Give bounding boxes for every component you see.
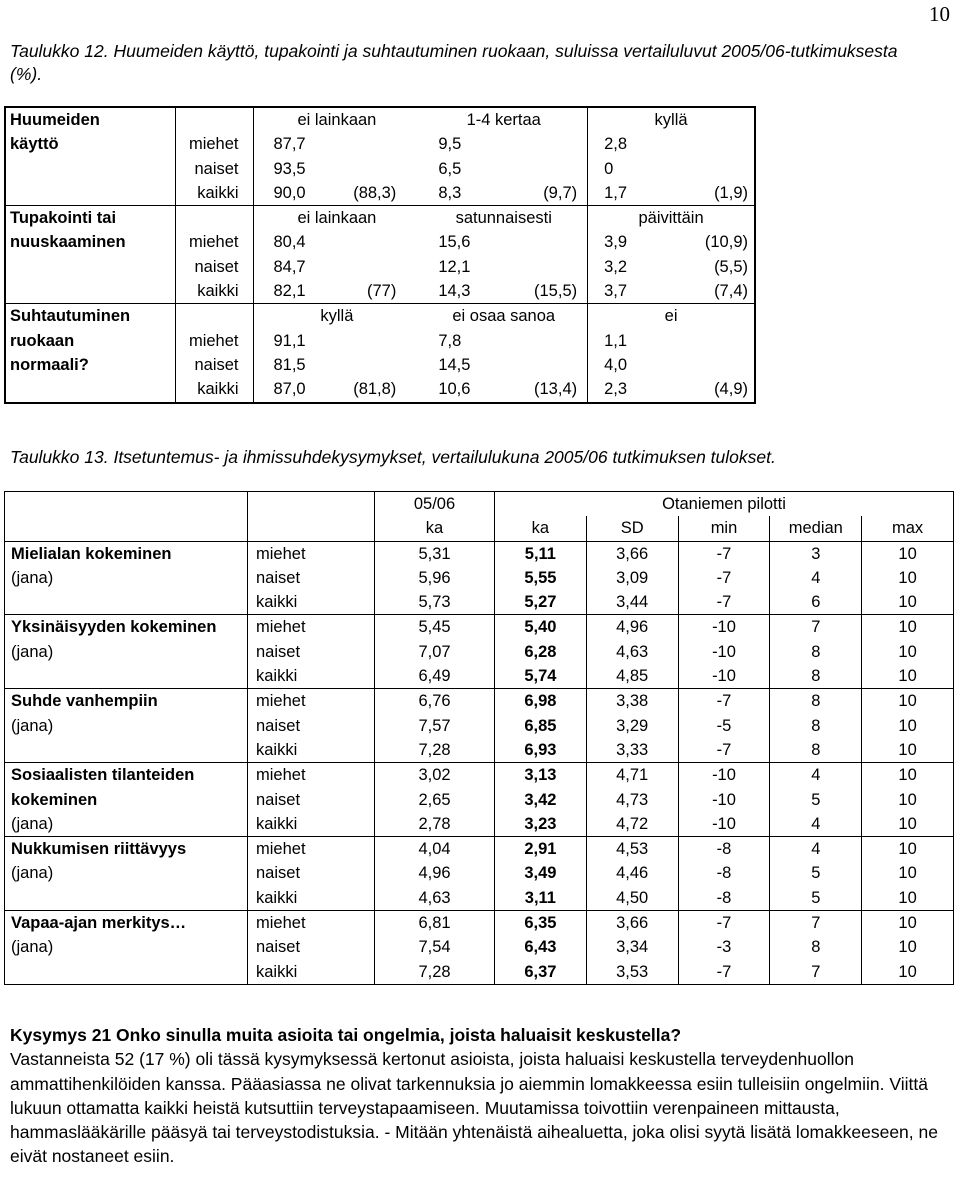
- footer-text: [10, 1023, 955, 1169]
- value-cell: 87,7: [273, 135, 306, 154]
- value-cell: -7: [678, 960, 770, 985]
- value-cell: 84,7: [273, 257, 306, 276]
- value-cell: -7: [678, 689, 770, 714]
- reference-value-cell: (10,9): [704, 233, 748, 252]
- value-cell: 91,1: [273, 331, 306, 350]
- table-12-caption: Taulukko 12. Huumeiden käyttö, tupakointi ja suhtautuminen ruokaan, suluissa vertailuluvut 2005/06-tutkimuksesta (%).: [10, 41, 898, 84]
- value-cell: 10: [862, 788, 954, 812]
- group-cell: naiset: [175, 157, 253, 181]
- value-cell: 5: [770, 886, 862, 911]
- value-cell: 3,34: [586, 935, 678, 959]
- value-cell: 5,40: [495, 615, 587, 640]
- value-cell: -8: [678, 886, 770, 911]
- value-cell: 82,1: [273, 282, 306, 301]
- reference-value-cell: (7,4): [714, 282, 748, 301]
- value-cell: 10: [862, 960, 954, 985]
- group-cell: naiset: [248, 935, 375, 959]
- reference-value-cell: [671, 157, 755, 181]
- value-cell: 6,49: [375, 664, 495, 689]
- value-cell: 4,0: [604, 355, 628, 374]
- group-cell: naiset: [175, 255, 253, 279]
- question-21-heading: Kysymys 21 Onko sinulla muita asioita tai ongelmia, joista haluaisit keskustella?: [10, 1025, 682, 1045]
- value-cell: 6,76: [375, 689, 495, 714]
- group-cell: miehet: [175, 230, 253, 254]
- value-cell: 7,07: [375, 640, 495, 664]
- table-row: [5, 541, 954, 566]
- group-cell: naiset: [248, 861, 375, 885]
- value-cell: 4,73: [586, 788, 678, 812]
- section-header-row: [5, 304, 755, 329]
- value-cell: 3,49: [495, 861, 587, 885]
- value-cell: 4,53: [586, 837, 678, 862]
- section-title: Sosiaalisten tilanteiden kokeminen: [11, 766, 195, 809]
- value-cell: 4,46: [586, 861, 678, 885]
- section-label-line: Huumeiden: [10, 111, 100, 129]
- value-cell: 10: [862, 861, 954, 885]
- value-cell: 1,7: [604, 183, 628, 202]
- value-cell: 5: [770, 788, 862, 812]
- column-header: päivittäin: [588, 206, 755, 231]
- value-cell: -3: [678, 935, 770, 959]
- table-13: [4, 491, 954, 985]
- column-header: min: [678, 516, 770, 541]
- value-cell: 2,91: [495, 837, 587, 862]
- value-cell: 2,8: [604, 135, 628, 154]
- value-cell: -10: [678, 788, 770, 812]
- section-label-line: käyttö: [10, 135, 59, 154]
- column-header: satunnaisesti: [420, 206, 587, 231]
- section-subtitle: (jana): [11, 642, 54, 661]
- table-row: [5, 837, 954, 862]
- section-title: Nukkumisen riittävyys: [11, 840, 187, 859]
- reference-value-cell: [337, 255, 421, 279]
- column-header: ei osaa sanoa: [420, 304, 587, 329]
- column-header: ei lainkaan: [297, 111, 377, 129]
- value-cell: 10: [862, 714, 954, 738]
- value-cell: 3,02: [375, 763, 495, 788]
- value-cell: 7,54: [375, 935, 495, 959]
- value-cell: 3: [770, 541, 862, 566]
- value-cell: 3,38: [586, 689, 678, 714]
- table-row: [5, 911, 954, 936]
- reference-value-cell: (15,5): [504, 279, 588, 304]
- group-cell: kaikki: [175, 279, 253, 304]
- table-13-caption: Taulukko 13. Itsetuntemus- ja ihmissuhdekysymykset, vertailulukuna 2005/06 tutkimuksen tulokset.: [10, 447, 776, 467]
- section-subtitle: (jana): [11, 568, 54, 587]
- reference-value-cell: [504, 132, 588, 156]
- value-cell: 8: [770, 714, 862, 738]
- value-cell: 4,50: [586, 886, 678, 911]
- section-label: [5, 541, 248, 615]
- value-cell: 10,6: [438, 380, 471, 399]
- value-cell: 10: [862, 590, 954, 615]
- reference-value-cell: [504, 255, 588, 279]
- value-cell: 3,9: [604, 233, 628, 252]
- value-cell: 7,28: [375, 738, 495, 763]
- value-cell: 4: [770, 812, 862, 837]
- value-cell: 8: [770, 689, 862, 714]
- group-cell: miehet: [248, 837, 375, 862]
- column-header: max: [862, 516, 954, 541]
- value-cell: 10: [862, 738, 954, 763]
- header-row: [5, 492, 954, 517]
- reference-value-cell: (1,9): [714, 183, 748, 202]
- reference-value-cell: [337, 353, 421, 377]
- value-cell: 5,73: [375, 590, 495, 615]
- value-cell: 3,44: [586, 590, 678, 615]
- value-cell: 87,0: [273, 380, 306, 399]
- group-cell: [175, 304, 253, 329]
- column-header: median: [770, 516, 862, 541]
- reference-value-cell: [337, 132, 421, 156]
- value-cell: 10: [862, 615, 954, 640]
- section-label: [5, 689, 248, 763]
- value-cell: 3,33: [586, 738, 678, 763]
- value-cell: 7,28: [375, 960, 495, 985]
- value-cell: 5: [770, 861, 862, 885]
- group-cell: kaikki: [175, 377, 253, 402]
- value-cell: 9,5: [438, 135, 462, 154]
- value-cell: 3,53: [586, 960, 678, 985]
- reference-value-cell: [504, 157, 588, 181]
- group-cell: miehet: [175, 329, 253, 353]
- value-cell: 4,85: [586, 664, 678, 689]
- value-cell: 4,96: [375, 861, 495, 885]
- value-cell: 3,7: [604, 282, 628, 301]
- value-cell: 10: [862, 935, 954, 959]
- value-cell: 14,5: [438, 355, 471, 374]
- reference-value-cell: [671, 353, 755, 377]
- page-number: 10: [929, 2, 950, 26]
- value-cell: 7: [770, 960, 862, 985]
- reference-value-cell: [504, 353, 588, 377]
- value-cell: 3,23: [495, 812, 587, 837]
- value-cell: 4,04: [375, 837, 495, 862]
- value-cell: 8: [770, 640, 862, 664]
- value-cell: 90,0: [273, 183, 306, 202]
- group-cell: kaikki: [248, 960, 375, 985]
- value-cell: 4: [770, 763, 862, 788]
- value-cell: -7: [678, 590, 770, 615]
- section-label: [5, 763, 248, 837]
- group-cell: kaikki: [175, 181, 253, 206]
- section-subtitle: (jana): [11, 938, 54, 957]
- value-cell: -7: [678, 541, 770, 566]
- value-cell: -10: [678, 640, 770, 664]
- value-cell: 10: [862, 837, 954, 862]
- value-cell: 6,28: [495, 640, 587, 664]
- column-header: kyllä: [253, 304, 420, 329]
- empty-header-cell: [248, 492, 375, 517]
- table-row: [5, 615, 954, 640]
- value-cell: -7: [678, 566, 770, 590]
- value-cell: -10: [678, 812, 770, 837]
- value-cell: 4,72: [586, 812, 678, 837]
- column-header: ei lainkaan: [253, 206, 420, 231]
- section-title: Suhde vanhempiin: [11, 692, 158, 711]
- value-cell: 10: [862, 812, 954, 837]
- reference-value-cell: [337, 329, 421, 353]
- value-cell: 8,3: [438, 183, 462, 202]
- group-cell: miehet: [248, 541, 375, 566]
- column-header: kyllä: [654, 111, 688, 129]
- column-header: 1-4 kertaa: [420, 107, 587, 132]
- reference-value-cell: (81,8): [353, 380, 397, 399]
- value-cell: 10: [862, 689, 954, 714]
- value-cell: 6,37: [495, 960, 587, 985]
- empty-header-cell: [248, 516, 375, 541]
- value-cell: 8: [770, 738, 862, 763]
- table-row: [5, 763, 954, 788]
- column-header: ka: [495, 516, 587, 541]
- value-cell: 2,3: [604, 380, 628, 399]
- column-group-header: Otaniemen pilotti: [495, 492, 954, 517]
- group-cell: kaikki: [248, 738, 375, 763]
- value-cell: 7: [770, 615, 862, 640]
- value-cell: 8: [770, 935, 862, 959]
- group-cell: kaikki: [248, 664, 375, 689]
- reference-value-cell: (5,5): [714, 257, 748, 276]
- value-cell: 3,66: [586, 911, 678, 936]
- reference-value-cell: (13,4): [504, 377, 588, 402]
- section-label: [5, 206, 175, 304]
- group-cell: miehet: [175, 132, 253, 156]
- section-subtitle: (jana): [11, 716, 54, 735]
- reference-value-cell: [504, 230, 588, 254]
- value-cell: 15,6: [438, 233, 471, 252]
- value-cell: 10: [862, 541, 954, 566]
- value-cell: 3,13: [495, 763, 587, 788]
- value-cell: 3,2: [604, 257, 628, 276]
- reference-value-cell: (77): [366, 282, 397, 301]
- section-header-row: [5, 206, 755, 231]
- reference-value-cell: (9,7): [504, 181, 588, 206]
- section-title: Vapaa-ajan merkitys…: [11, 914, 187, 933]
- value-cell: 5,55: [495, 566, 587, 590]
- value-cell: 5,27: [495, 590, 587, 615]
- group-cell: kaikki: [248, 886, 375, 911]
- reference-value-cell: [337, 230, 421, 254]
- reference-value-cell: (88,3): [353, 183, 397, 202]
- value-cell: 12,1: [438, 257, 471, 276]
- section-title: Yksinäisyyden kokeminen: [11, 618, 217, 637]
- section-label: [5, 911, 248, 985]
- section-header-row: [5, 107, 755, 132]
- section-title: Mielialan kokeminen: [11, 544, 172, 563]
- table-row: [5, 689, 954, 714]
- value-cell: 3,29: [586, 714, 678, 738]
- value-cell: 6,81: [375, 911, 495, 936]
- value-cell: 4,63: [375, 886, 495, 911]
- column-header: SD: [586, 516, 678, 541]
- column-group-header: 05/06: [375, 492, 495, 517]
- value-cell: 5,45: [375, 615, 495, 640]
- value-cell: 4,96: [586, 615, 678, 640]
- value-cell: -10: [678, 615, 770, 640]
- reference-value-cell: [671, 132, 755, 156]
- value-cell: 7: [770, 911, 862, 936]
- value-cell: 6,93: [495, 738, 587, 763]
- empty-header-cell: [5, 516, 248, 541]
- reference-value-cell: [337, 157, 421, 181]
- value-cell: 4: [770, 566, 862, 590]
- value-cell: 7,57: [375, 714, 495, 738]
- group-cell: [175, 107, 253, 132]
- value-cell: 10: [862, 763, 954, 788]
- value-cell: 10: [862, 911, 954, 936]
- value-cell: 14,3: [438, 282, 471, 301]
- group-cell: naiset: [248, 788, 375, 812]
- value-cell: 6: [770, 590, 862, 615]
- value-cell: 1,1: [604, 331, 628, 350]
- section-subtitle: (jana): [11, 864, 54, 883]
- question-21-answer: Vastanneista 52 (17 %) oli tässä kysymyksessä kertonut asioista, joista haluaisi keskustella terveydenhuollon ammattihenkilöiden kanssa. Pääasiassa ne olivat tarkennuksia jo aiemmin lomakkeessa esiin tulleisiin ongelmiin. Viittä lukuun ottamatta kaikki heistä kutsuttiin terveystapaamiseen. Muutamissa toivottiin verenpaineen mittausta, hammaslääkärille pääsyä tai terveystodistuksia. - Mitään yhtenäistä aihealuetta, joka olisi syytä lisätä lomakkeeseen, ne eivät nostaneet esiin.: [10, 1049, 938, 1167]
- group-cell: naiset: [248, 566, 375, 590]
- value-cell: 10: [862, 640, 954, 664]
- group-cell: miehet: [248, 615, 375, 640]
- reference-value-cell: [504, 329, 588, 353]
- value-cell: 2,65: [375, 788, 495, 812]
- value-cell: 4,63: [586, 640, 678, 664]
- value-cell: 6,98: [495, 689, 587, 714]
- section-label-line: Suhtautuminen: [10, 307, 131, 326]
- value-cell: 10: [862, 566, 954, 590]
- column-header: ka: [375, 516, 495, 541]
- value-cell: 6,43: [495, 935, 587, 959]
- value-cell: -10: [678, 763, 770, 788]
- value-cell: 5,96: [375, 566, 495, 590]
- group-cell: miehet: [248, 763, 375, 788]
- section-label: [5, 304, 175, 403]
- group-cell: miehet: [248, 689, 375, 714]
- group-cell: naiset: [248, 714, 375, 738]
- value-cell: -8: [678, 837, 770, 862]
- section-subtitle: (jana): [11, 814, 54, 833]
- reference-value-cell: (4,9): [714, 380, 748, 399]
- value-cell: 6,35: [495, 911, 587, 936]
- table-12: [4, 106, 756, 404]
- group-cell: kaikki: [248, 590, 375, 615]
- reference-value-cell: [671, 329, 755, 353]
- value-cell: 7,8: [438, 331, 462, 350]
- group-cell: miehet: [248, 911, 375, 936]
- empty-header-cell: [5, 492, 248, 517]
- section-label-line: nuuskaaminen: [10, 233, 126, 252]
- section-label-line: ruokaan: [10, 331, 75, 350]
- column-header: ei: [588, 304, 755, 329]
- value-cell: 10: [862, 886, 954, 911]
- value-cell: -10: [678, 664, 770, 689]
- value-cell: 3,11: [495, 886, 587, 911]
- section-label-line: Tupakointi tai: [10, 209, 117, 228]
- section-label: [5, 837, 248, 911]
- value-cell: 2,78: [375, 812, 495, 837]
- group-cell: kaikki: [248, 812, 375, 837]
- value-cell: 10: [862, 664, 954, 689]
- value-cell: 5,11: [495, 541, 587, 566]
- section-label: [5, 107, 175, 206]
- value-cell: -7: [678, 911, 770, 936]
- value-cell: 3,42: [495, 788, 587, 812]
- value-cell: 4: [770, 837, 862, 862]
- group-cell: naiset: [175, 353, 253, 377]
- value-cell: 81,5: [273, 355, 306, 374]
- value-cell: 8: [770, 664, 862, 689]
- group-cell: [175, 206, 253, 231]
- value-cell: 3,09: [586, 566, 678, 590]
- value-cell: -7: [678, 738, 770, 763]
- value-cell: 3,66: [586, 541, 678, 566]
- value-cell: -8: [678, 861, 770, 885]
- group-cell: naiset: [248, 640, 375, 664]
- section-label-line: normaali?: [10, 355, 89, 374]
- section-label: [5, 615, 248, 689]
- value-cell: 0: [604, 159, 614, 178]
- value-cell: 6,5: [438, 159, 462, 178]
- value-cell: 5,31: [375, 541, 495, 566]
- header-row: [5, 516, 954, 541]
- value-cell: -5: [678, 714, 770, 738]
- value-cell: 4,71: [586, 763, 678, 788]
- value-cell: 80,4: [273, 233, 306, 252]
- value-cell: 93,5: [273, 159, 306, 178]
- value-cell: 5,74: [495, 664, 587, 689]
- value-cell: 6,85: [495, 714, 587, 738]
